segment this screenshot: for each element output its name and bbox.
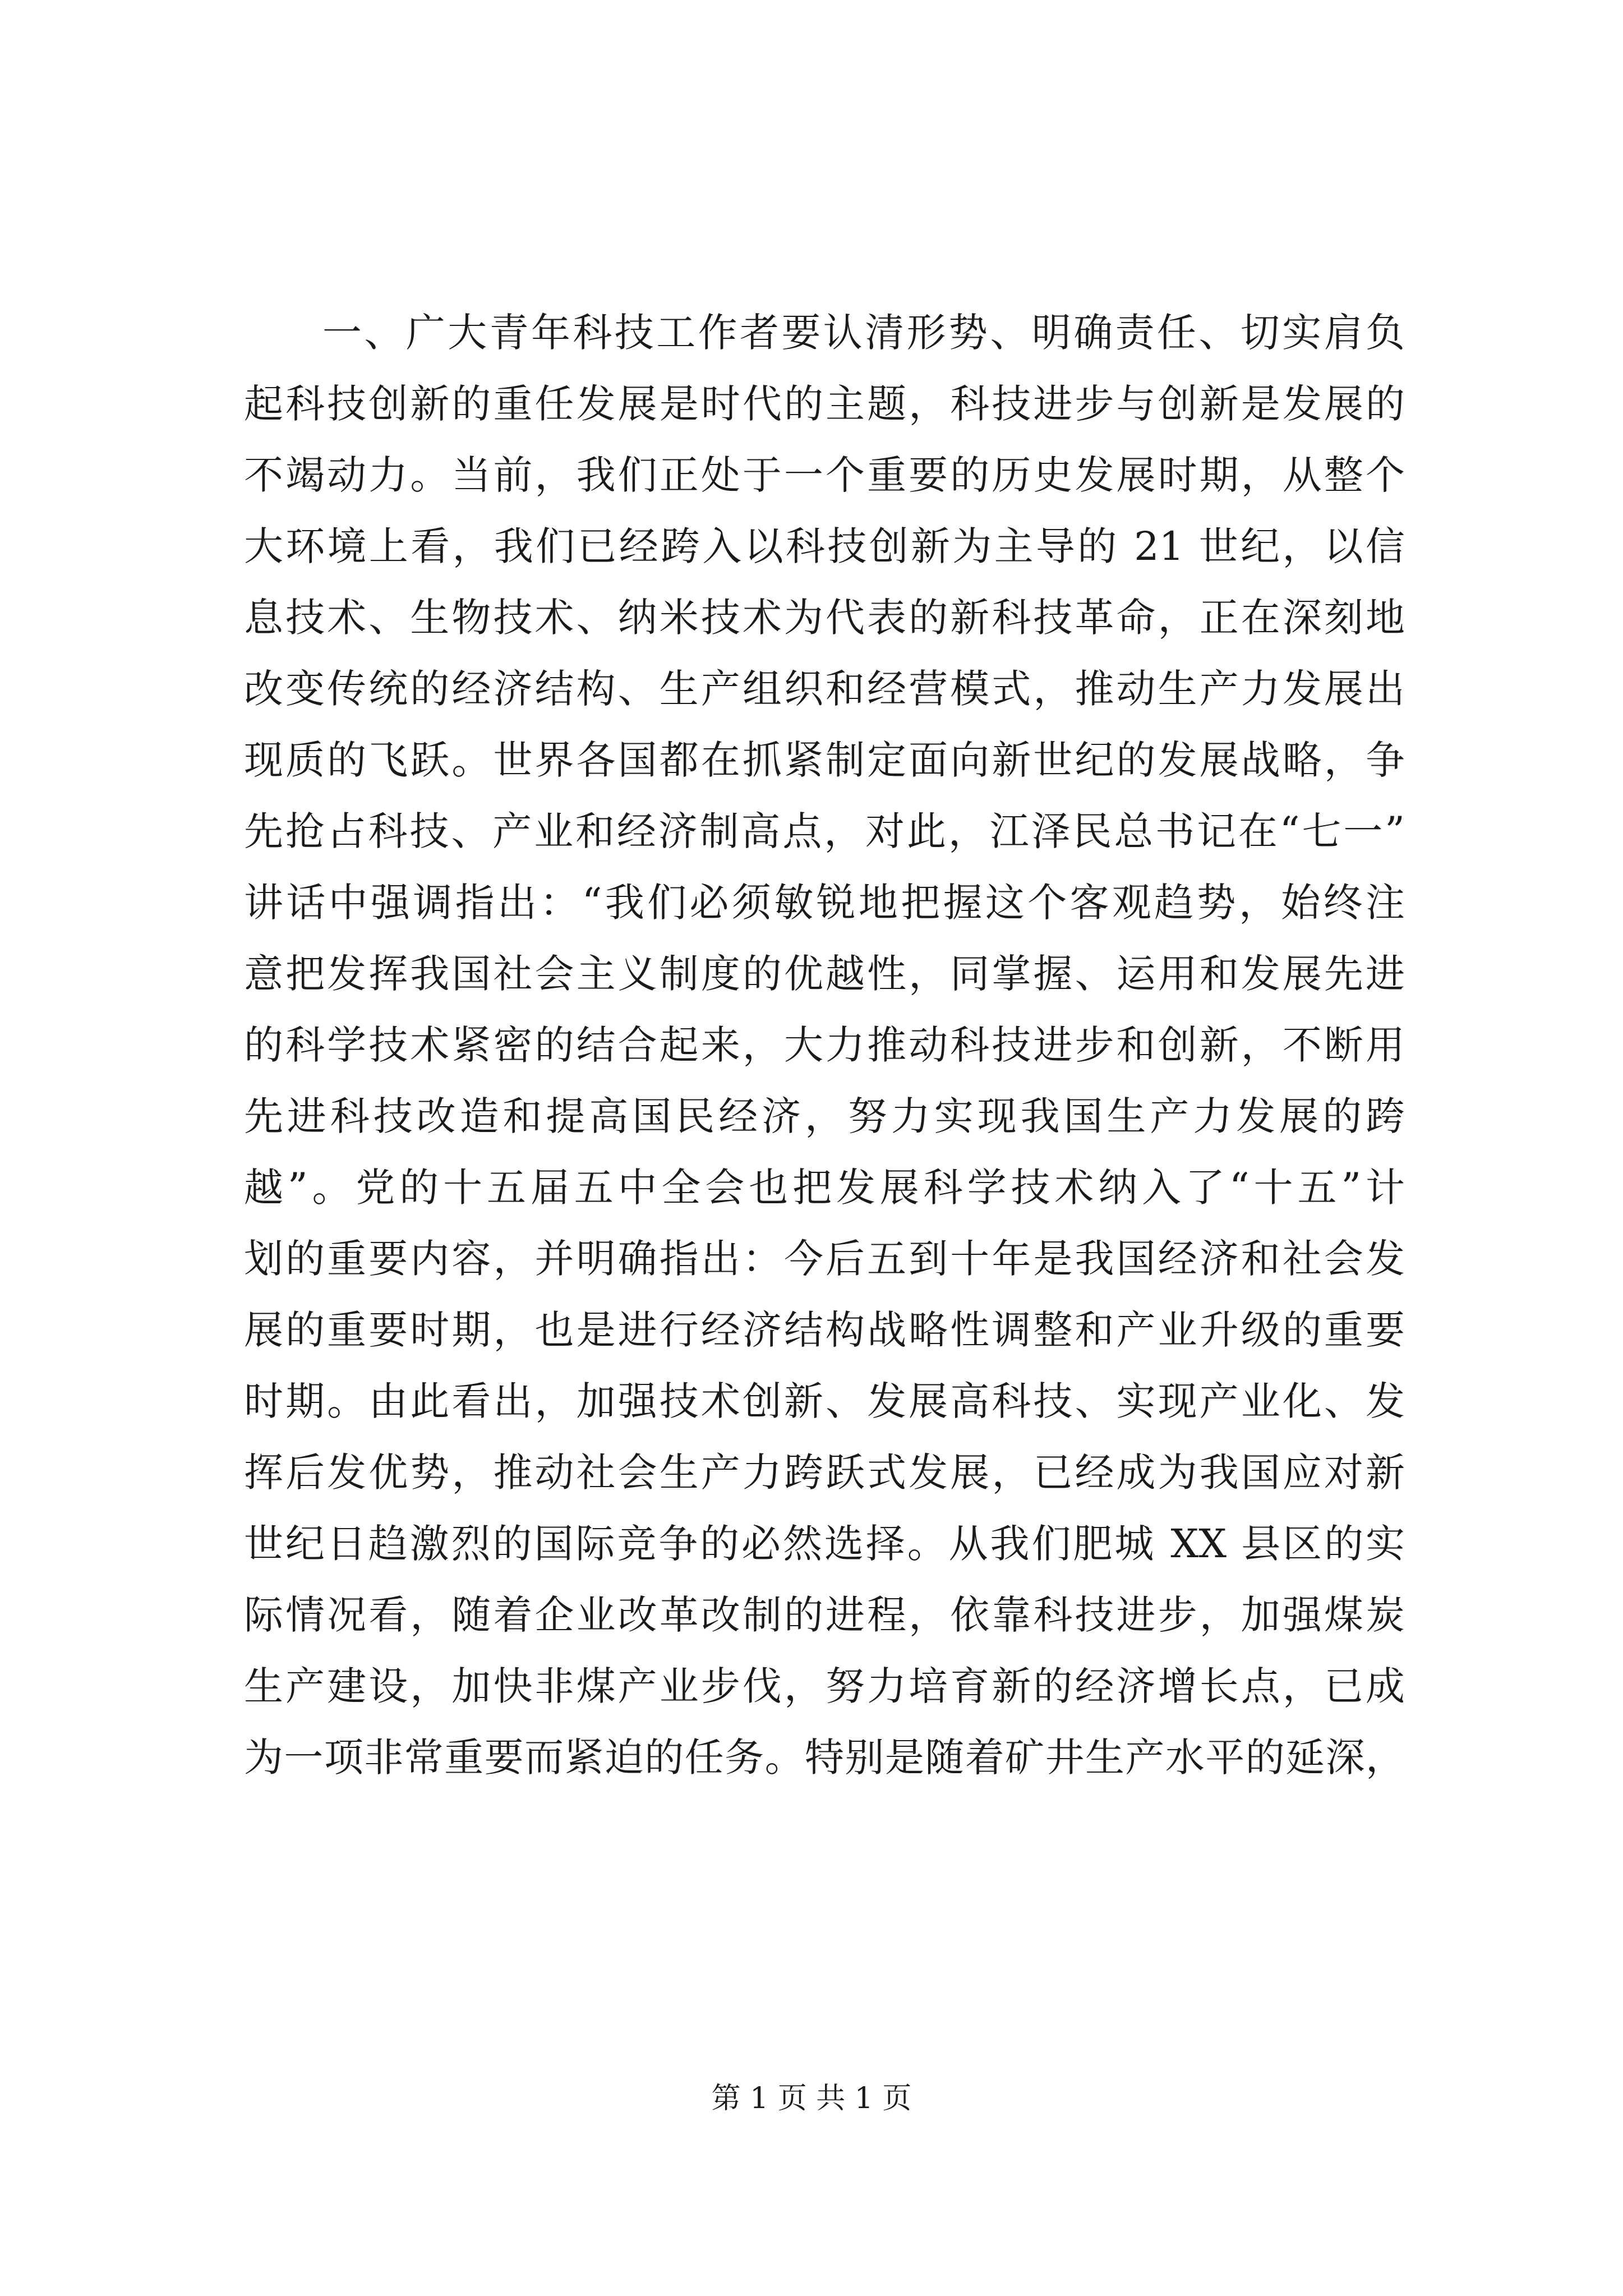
paragraph-line: 大环境上看，我们已经跨入以科技创新为主导的 21 世纪，以信 — [244, 523, 1405, 569]
paragraph-line: 的科学技术紧密的结合起来，大力推动科技进步和创新，不断用 — [244, 1022, 1405, 1068]
paragraph-line: 现质的飞跃。世界各国都在抓紧制定面向新世纪的发展战略，争 — [244, 737, 1405, 783]
paragraph-line: 先进科技改造和提高国民经济，努力实现我国生产力发展的跨 — [244, 1093, 1405, 1139]
paragraph-line: 世纪日趋激烈的国际竞争的必然选择。从我们肥城 XX 县区的实 — [244, 1521, 1405, 1567]
paragraph-line: 起科技创新的重任发展是时代的主题，科技进步与创新是发展的 — [244, 381, 1405, 427]
paragraph-line: 改变传统的经济结构、生产组织和经营模式，推动生产力发展出 — [244, 666, 1405, 712]
paragraph-line: 为一项非常重要而紧迫的任务。特别是随着矿井生产水平的延深， — [244, 1734, 1405, 1780]
paragraph-line: 不竭动力。当前，我们正处于一个重要的历史发展时期，从整个 — [244, 452, 1405, 498]
page-number-footer: 第 1 页 共 1 页 — [711, 2082, 912, 2115]
paragraph-line: 一、广大青年科技工作者要认清形势、明确责任、切实肩负 — [322, 310, 1405, 356]
body-paragraph — [244, 297, 1405, 1793]
paragraph-line: 讲话中强调指出：“我们必须敏锐地把握这个客观趋势，始终注 — [244, 880, 1405, 926]
paragraph-line: 时期。由此看出，加强技术创新、发展高科技、实现产业化、发 — [244, 1378, 1405, 1424]
paragraph-line: 挥后发优势，推动社会生产力跨跃式发展，已经成为我国应对新 — [244, 1450, 1405, 1496]
paragraph-line: 越”。党的十五届五中全会也把发展科学技术纳入了“十五”计 — [244, 1165, 1405, 1211]
paragraph-line: 先抢占科技、产业和经济制高点，对此，江泽民总书记在“七一” — [244, 808, 1405, 854]
paragraph-line: 展的重要时期，也是进行经济结构战略性调整和产业升级的重要 — [244, 1307, 1405, 1353]
paragraph-line: 意把发挥我国社会主义制度的优越性，同掌握、运用和发展先进 — [244, 951, 1405, 997]
paragraph-line: 生产建设，加快非煤产业步伐，努力培育新的经济增长点，已成 — [244, 1663, 1405, 1709]
paragraph-line: 划的重要内容，并明确指出：今后五到十年是我国经济和社会发 — [244, 1236, 1405, 1282]
paragraph-line: 际情况看，随着企业改革改制的进程，依靠科技进步，加强煤炭 — [244, 1592, 1405, 1638]
paragraph-line: 息技术、生物技术、纳米技术为代表的新科技革命，正在深刻地 — [244, 595, 1405, 641]
